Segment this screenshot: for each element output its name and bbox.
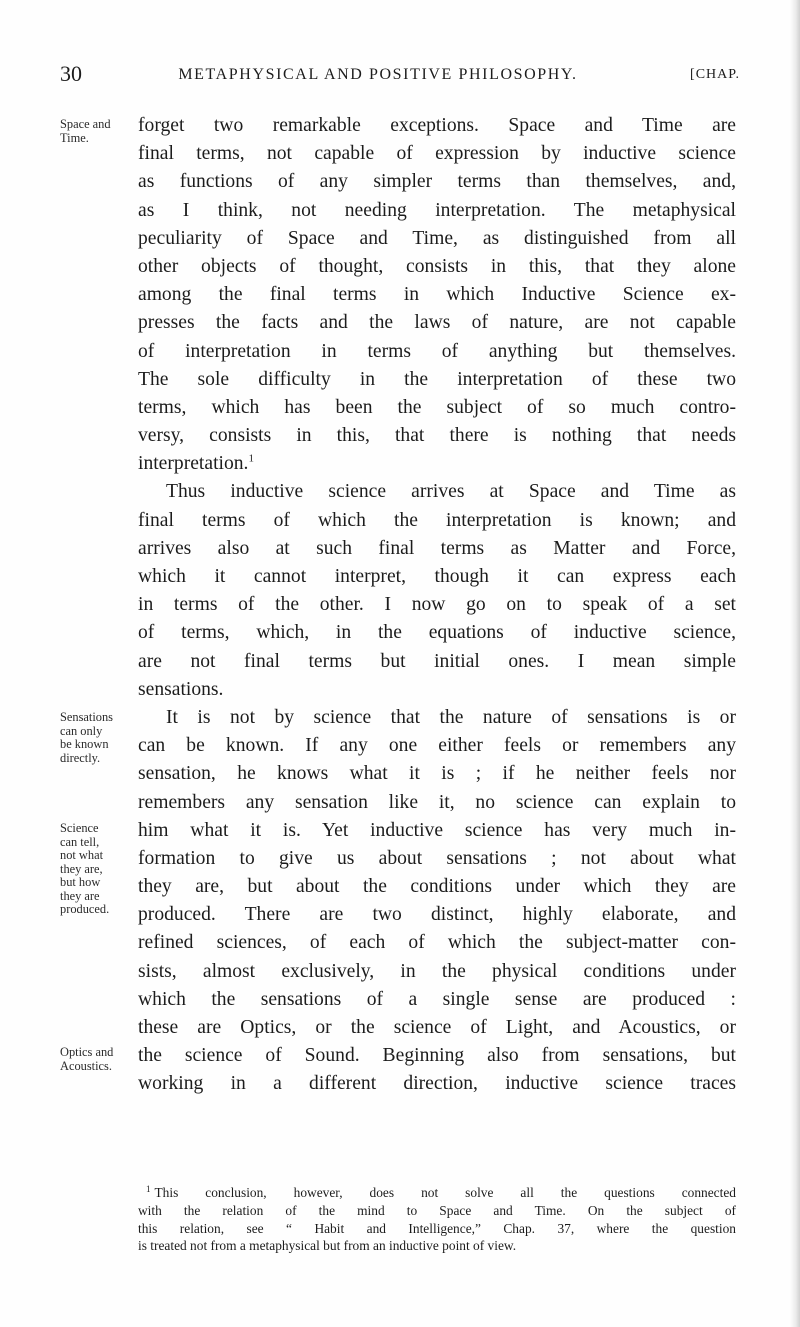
body-line: peculiarity of Space and Time, as distinguished from all: [138, 227, 736, 249]
body-line: remembers any sensation like it, no science can explain to: [138, 791, 736, 813]
margin-note-line: they are,: [60, 861, 103, 876]
body-line: formation to give us about sensations ; not about what: [138, 847, 736, 869]
body-line: forget two remarkable exceptions. Space and Time are: [138, 115, 736, 136]
margin-note-line: they are: [60, 888, 100, 903]
margin-note-sensations: [60, 711, 138, 765]
footnote-reference[interactable]: 1: [248, 452, 254, 465]
body-line: refined sciences, of each of which the subject-matter con-: [138, 932, 736, 954]
margin-note-line: not what: [60, 848, 104, 862]
margin-note-line: but how: [60, 875, 101, 889]
footnote: [138, 1184, 736, 1255]
running-head: [60, 60, 740, 88]
margin-note-line: can tell,: [60, 834, 100, 849]
body-line: sensations.: [138, 678, 224, 700]
body-line-text: interpretation.: [138, 453, 249, 475]
margin-note-optics-and-acoustics: [60, 1046, 138, 1073]
body-line: presses the facts and the laws of nature, are not capable: [138, 312, 736, 334]
body-line: It is not by science that the nature of sensations is or: [166, 706, 736, 728]
body-line: are not final terms but initial ones. I mean simple: [138, 650, 736, 672]
body-line: terms, which has been the subject of so much contro-: [138, 396, 736, 418]
margin-note-line: directly.: [60, 750, 101, 765]
body-line: the science of Sound. Beginning also from sensations, but: [138, 1045, 736, 1067]
margin-note-space-and-time: [60, 118, 138, 145]
body-line: sensation, he knows what it is ; if he neither feels nor: [138, 763, 736, 785]
body-line: which the sensations of a single sense are produced :: [138, 988, 736, 1010]
body-line: among the final terms in which Inductive Science ex-: [138, 284, 736, 306]
body-line: him what it is. Yet inductive science has very much in-: [138, 819, 736, 841]
margin-note-line: can only: [60, 723, 103, 738]
body-line: final terms of which the interpretation is known; and: [138, 509, 736, 531]
margin-note-line: be known: [60, 737, 109, 751]
margin-note-line: produced.: [60, 902, 110, 916]
margin-note-line: Optics and: [60, 1045, 114, 1059]
body-text: [138, 112, 736, 1099]
body-line: of terms, which, in the equations of inductive science,: [138, 622, 736, 644]
footnote-line: with the relation of the mind to Space and Time. On the subject of: [138, 1202, 736, 1218]
margin-note-line: Time.: [60, 130, 89, 145]
margin-note-science-can-tell: [60, 822, 138, 917]
body-line: Thus inductive science arrives at Space and Time as: [166, 481, 736, 503]
margin-note-line: Acoustics.: [60, 1058, 112, 1073]
margin-note-line: Sensations: [60, 710, 114, 724]
body-line: they are, but about the conditions under which they are: [138, 876, 736, 898]
margin-note-line: Science: [60, 821, 99, 835]
page-edge-shadow: [790, 0, 800, 1327]
body-line: in terms of the other. I now go on to speak of a set: [138, 594, 736, 616]
running-title: METAPHYSICAL AND POSITIVE PHILOSOPHY.: [178, 66, 578, 83]
footnote-text: This conclusion, however, does not solve all the questions connected: [154, 1185, 736, 1200]
body-line: sists, almost exclusively, in the physical conditions under: [138, 960, 736, 982]
body-line: these are Optics, or the science of Light, and Acoustics, or: [138, 1017, 736, 1038]
body-line: final terms, not capable of expression by inductive science: [138, 143, 736, 165]
body-line: The sole difficulty in the interpretation of these two: [138, 368, 736, 390]
body-line: versy, consists in this, that there is nothing that needs: [138, 425, 736, 447]
body-line: working in a different direction, inductive science traces: [138, 1073, 736, 1095]
footnote-line: [138, 1184, 736, 1202]
body-line-with-footnote-ref: [138, 450, 736, 478]
body-line: other objects of thought, consists in this, that they alone: [138, 255, 736, 277]
chapter-label: [CHAP.: [690, 67, 740, 82]
body-line: arrives also at such final terms as Matter and Force,: [138, 537, 736, 559]
body-line: produced. There are two distinct, highly elaborate, and: [138, 904, 736, 926]
page-number: 30: [60, 61, 82, 86]
footnote-line: is treated not from a metaphysical but from an inductive point of view.: [138, 1238, 517, 1254]
body-line: as I think, not needing interpretation. The metaphysical: [138, 199, 736, 221]
footnote-mark: 1: [146, 1184, 151, 1194]
footnote-line: this relation, see “ Habit and Intelligence,” Chap. 37, where the question: [138, 1220, 736, 1236]
margin-note-line: Space and: [60, 117, 111, 131]
body-line: can be known. If any one either feels or remembers any: [138, 735, 736, 757]
body-line: which it cannot interpret, though it can express each: [138, 566, 736, 587]
body-line: as functions of any simpler terms than themselves, and,: [138, 171, 736, 193]
body-line: of interpretation in terms of anything but themselves.: [138, 340, 736, 362]
